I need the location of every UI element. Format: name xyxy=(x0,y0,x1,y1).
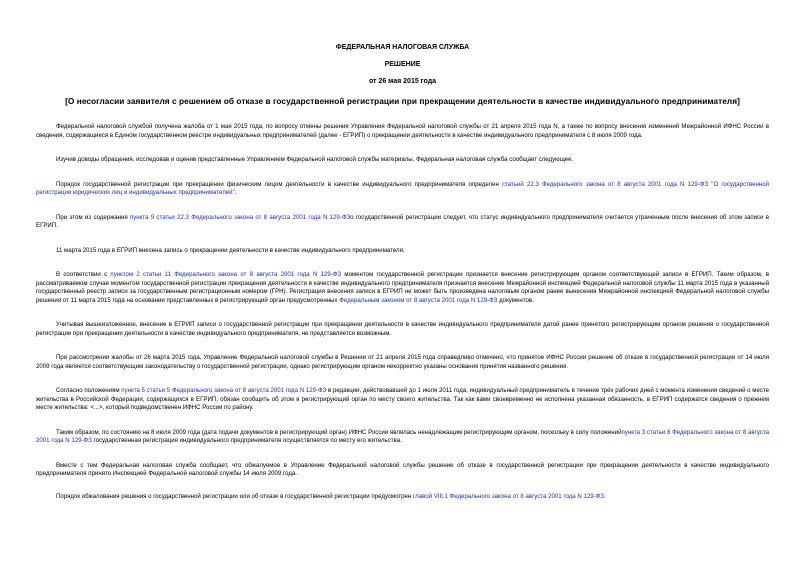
paragraph-conclusion-impossible: Учитывая вышеизложенное, внесение в ЕГРИП записи о государственной регистрации при прекращении деятельности в качестве индивидуального предпринимателя датой ранее принятого регистрирующим органом решения о государственной регистрации при прекращении деятельности в качестве индивидуального предпринимателя, не представляется возможным. xyxy=(36,321,769,337)
paragraph-record-entry: 11 марта 2015 года в ЕГРИП внесена запись о прекращении деятельности в качестве индивидуального предпринимателя. xyxy=(56,246,405,254)
law-link-item-2-article-11[interactable]: пунктом 2 статьи 11 Федерального закона от 8 августа 2001 года N 129-ФЗ xyxy=(110,271,342,278)
document-subject: [О несогласии заявителя с решением об отказе в государственной регистрации при прекращении деятельности в качестве индивидуального предпринимателя] xyxy=(65,96,740,106)
paragraph-status-lost: При этом из содержания пункта 9 статьи 22.3 Федерального закона от 8 августа 2001 года N 129-ФЗо государственной регистрации следует, что статус индивидуального предпринимателя считается утраченным после внесения об этом записи в ЕГРИП. xyxy=(36,213,770,229)
paragraph-review: Изучив доводы обращения, исследовав и оценив представленные Управлением Федеральной налоговой службы материалы, Федеральная налоговая служба сообщает следующее. xyxy=(56,156,574,163)
law-link-item-9-article-22-3[interactable]: пункта 9 статьи 22.3 Федерального закона от 8 августа 2001 года N 129-ФЗ xyxy=(129,213,351,221)
agency-title: ФЕДЕРАЛЬНАЯ НАЛОГОВАЯ СЛУЖБА xyxy=(335,44,470,51)
document-date: от 26 мая 2015 года xyxy=(368,78,437,85)
paragraph-registration-moment: В соответствии с пунктом 2 статьи 11 Федерального закона от 8 августа 2001 года N 129-ФЗ моментом государственной регистрации признается внесение регистрирующим органом соответствующей записи в ЕГРИП. Таким образом, в рассматриваемом случае моментом государственной регистрации прекращения деятельности в качестве индивидуального предпринимателя признается внесение Межрайонной инспекцией Федеральной налоговой службы 11 марта 2015 года в указанный государственный реестр записи за государственным регистрационным номером (ГРН). Регистрация внесения записи в ЕГРИП не может быть произведена налоговым органом ранее вынесения Межрайонной инспекцией Федеральной налоговой службы решения от 11 марта 2015 года на основании представленных в регистрирующий орган предусмотренных Федеральным законом от 8 августа 2001 года N 129-ФЗ документов. xyxy=(36,271,770,304)
paragraph-registration-procedure: Порядок государственной регистрации при прекращении физическим лицом деятельности в качестве индивидуального предпринимателя определен статьей 22.3 Федерального закона от 8 августа 2001 года N 129-ФЗ "О государственной регистрации юридических лиц и индивидуальных предпринимателей". xyxy=(36,180,769,196)
law-link-item-3-article-8[interactable]: пункта 3 статьи 8 Федерального закона от 8 августа 2001 года N 129-ФЗ xyxy=(36,428,769,444)
law-link-item-5-article-5[interactable]: пункта 5 статьи 5 Федерального закона от 8 августа 2001 года N 129-ФЗ xyxy=(121,387,327,394)
paragraph-complaint-review: При рассмотрении жалобы от 26 марта 2015 года, Управление Федеральной налоговой службы в Решении от 21 апреля 2015 года справедливо отмечено, что принятое ИФНС России решение об отказе в государственной регистрации от 14 июля 2009 года является соответствующим законодательству о государственной регистрации, однако регистрирующим органом некорректно указаны основания принятия названного решения. xyxy=(36,354,769,370)
paragraph-improper-authority: Таким образом, по состоянию на 8 июля 2009 года (дата подачи документов в регистрирующий орган) ИФНС России являлась ненадлежащим регистрирующим органом, поскольку в силу положенийпункта 3 статьи 8 Федерального закона от 8 августа 2001 года N 129-ФЗ государственная регистрация индивидуального предпринимателя осуществляется по месту его жительства. xyxy=(36,428,769,444)
law-link-federal-law-129[interactable]: Федеральным законом от 8 августа 2001 года N 129-ФЗ xyxy=(339,296,498,304)
paragraph-complaint: Федеральной налоговой службой получена жалоба от 1 мая 2015 года, по вопросу отмены решения Управления Федеральной налоговой службы от 21 апреля 2015 года N, а также по вопросу внесения изменений Межрайонной ИФНС России в сведения, содержащиеся в Едином государственном реестре индивидуальных предпринимателей (далее - ЕГРИП) о прекращении деятельности в качестве индивидуального предпринимателя с 8 июля 2009 года. xyxy=(36,123,769,139)
paragraph-decision-date: Вместе с тем Федеральная налоговая служба сообщает, что обжалуемое в Управление Федеральной налоговой службы решение об отказе в государственной регистрации при прекращении деятельности в качестве индивидуального предпринимателя принято Инспекцией Федеральной налоговой службы 14 июля 2009 года. xyxy=(36,461,769,477)
paragraph-appeal-procedure: Порядок обжалования решения о государственной регистрации или об отказе в государственной регистрации предусмотрен главой VIII.1 Федерального закона от 8 августа 2001 года N 129-ФЗ. xyxy=(56,492,606,500)
law-link-article-22-3[interactable]: статьей 22.3 Федерального закона от 8 августа 2001 года N 129-ФЗ "О государственной регистрации юридических лиц и индивидуальных предпринимателей" xyxy=(36,180,769,196)
law-link-chapter-8-1[interactable]: главой VIII.1 Федерального закона от 8 августа 2001 года N 129-ФЗ xyxy=(413,492,604,500)
paragraph-residence-change: Согласно положениям пункта 5 статьи 5 Федерального закона от 8 августа 2001 года N 129-ФЗ в редакции, действовавшей до 1 июля 2011 года, индивидуальный предприниматель в течение трёх рабочих дней с момента изменения сведений о месте жительства в Российской Федерации, содержащихся в ЕГРИП, обязан сообщить об этом в регистрирующий орган по месту своего жительства. Так как вами своевременно не исполнена указанная обязанность, в ЕГРИП содержатся сведения о прежнем месте жительства: <...>, который подведомственен ИФНС России по району. xyxy=(36,387,770,411)
document-type: РЕШЕНИЕ xyxy=(384,61,421,68)
